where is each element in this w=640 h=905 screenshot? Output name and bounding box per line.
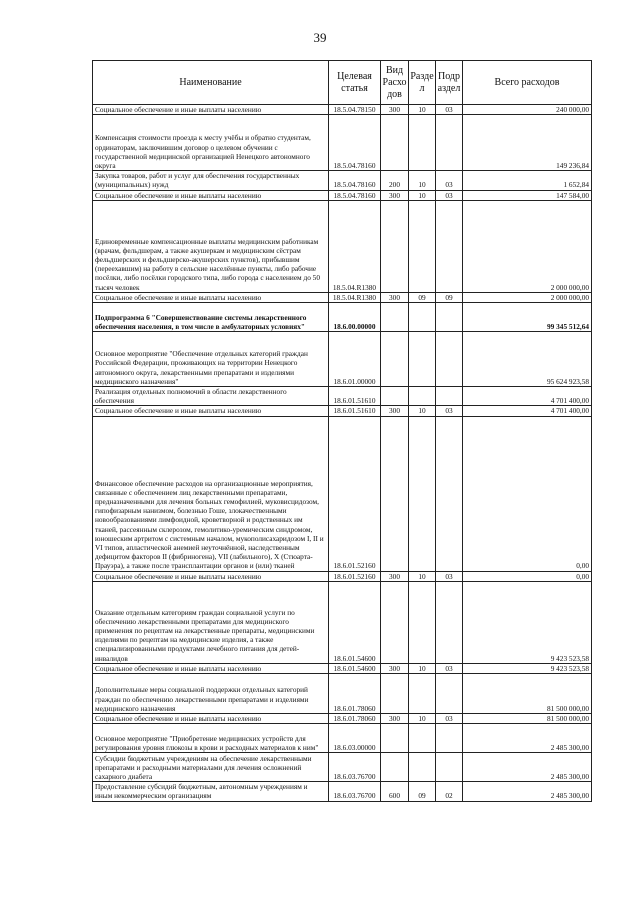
row-subsection: 03 [436,571,463,581]
row-section: 10 [409,663,436,673]
row-target: 18.5.04.78160 [329,190,381,200]
row-kind: 300 [381,105,409,115]
header-target: Целевая статья [329,61,381,105]
row-kind [381,724,409,753]
row-section: 10 [409,714,436,724]
row-target: 18.6.01.51610 [329,387,381,406]
table-row [93,387,592,406]
row-name: Подпрограмма 6 "Совершенствование системы лекарственного обеспечения населения, в том числе в амбулаторных условиях" [93,303,329,332]
row-section: 09 [409,782,436,801]
row-target: 18.5.04.78160 [329,115,381,171]
row-section [409,303,436,332]
table-row [93,200,592,292]
row-target: 18.5.04.78150 [329,105,381,115]
row-name: Единовременные компенсационные выплаты медицинским работникам (врачам, фельдшерам, а также акушеркам и медицинским сёстрам фельдшерских и фельдшерско-акушерских пунктов), прибывшим (переехавшим) на работу в сельские населённые пункты, либо рабочие посёлки, либо посёлки городского типа, либо города с населением до 50 тысяч человек [93,200,329,292]
row-subsection [436,724,463,753]
row-target: 18.6.00.00000 [329,303,381,332]
row-amount: 9 423 523,58 [463,581,592,663]
row-name: Компенсация стоимости проезда к месту учёбы и обратно студентам, ординаторам, заключившим договор о целевом обучении с государственной медицинской организацией Ненецкого автономного округа [93,115,329,171]
row-section [409,332,436,387]
row-name: Социальное обеспечение и иные выплаты населению [93,714,329,724]
table-row [93,115,592,171]
row-name: Оказание отдельным категориям граждан социальной услуги по обеспечению лекарственными препаратами для медицинского применения по рецептам на лекарственные препараты, медицинскими изделиями по рецептам на медицинские изделия, а также специализированными продуктами лечебного питания для детей-инвалидов [93,581,329,663]
table-row [93,571,592,581]
row-name: Дополнительные меры социальной поддержки отдельных категорий граждан по обеспечению лекарственными препаратами и изделиями медицинского назначения [93,674,329,714]
header-name: Наименование [93,61,329,105]
row-subsection [436,115,463,171]
row-name: Реализация отдельных полномочий в области лекарственного обеспечения [93,387,329,406]
row-amount: 81 500 000,00 [463,714,592,724]
expenditure-table [92,60,592,802]
row-name: Основное мероприятие "Приобретение медицинских устройств для регулирования уровня глюкозы в крови и расходных материалов к ним" [93,724,329,753]
row-kind [381,753,409,782]
table-row [93,714,592,724]
table-row [93,782,592,801]
row-amount: 0,00 [463,571,592,581]
row-subsection: 09 [436,292,463,302]
row-amount: 2 485 300,00 [463,753,592,782]
row-subsection: 03 [436,105,463,115]
row-subsection [436,387,463,406]
row-amount: 4 701 400,00 [463,406,592,416]
row-subsection: 03 [436,190,463,200]
row-target: 18.6.01.54600 [329,581,381,663]
table-row [93,753,592,782]
row-target: 18.6.01.52160 [329,571,381,581]
row-subsection [436,303,463,332]
row-kind [381,115,409,171]
header-section: Разде л [409,61,436,105]
table-header-row [93,61,592,105]
row-subsection: 02 [436,782,463,801]
row-target: 18.6.03.76700 [329,753,381,782]
row-kind [381,200,409,292]
row-target: 18.5.04.R1380 [329,292,381,302]
row-kind: 300 [381,190,409,200]
row-section [409,387,436,406]
row-target: 18.6.01.78060 [329,674,381,714]
row-amount: 2 000 000,00 [463,200,592,292]
row-subsection [436,581,463,663]
row-kind [381,303,409,332]
row-amount: 2 485 300,00 [463,782,592,801]
row-section [409,724,436,753]
row-subsection: 03 [436,663,463,673]
row-amount: 81 500 000,00 [463,674,592,714]
table-row [93,292,592,302]
row-name: Социальное обеспечение и иные выплаты населению [93,571,329,581]
row-kind: 300 [381,663,409,673]
row-section [409,674,436,714]
row-section [409,200,436,292]
row-kind [381,674,409,714]
row-target: 18.6.01.51610 [329,406,381,416]
row-amount: 147 584,00 [463,190,592,200]
row-section: 10 [409,406,436,416]
row-section: 10 [409,105,436,115]
row-name: Основное мероприятие "Обеспечение отдельных категорий граждан Российской Федерации, проживающих на территории Ненецкого автономного округа, лекарственными препаратами и изделиями медицинского назначения" [93,332,329,387]
row-amount: 9 423 523,58 [463,663,592,673]
row-subsection: 03 [436,406,463,416]
row-section [409,753,436,782]
row-kind: 300 [381,406,409,416]
row-target: 18.6.01.00000 [329,332,381,387]
table-row [93,332,592,387]
table-row [93,171,592,190]
row-target: 18.6.01.54600 [329,663,381,673]
row-name: Предоставление субсидий бюджетным, автономным учреждениям и иным некоммерческим организациям [93,782,329,801]
table-row [93,663,592,673]
row-kind: 200 [381,171,409,190]
row-target: 18.5.04.R1380 [329,200,381,292]
row-subsection [436,200,463,292]
row-target: 18.6.03.00000 [329,724,381,753]
table-row [93,303,592,332]
table-row [93,724,592,753]
row-target: 18.5.04.78160 [329,171,381,190]
row-name: Социальное обеспечение и иные выплаты населению [93,663,329,673]
row-subsection [436,332,463,387]
row-name: Социальное обеспечение и иные выплаты населению [93,190,329,200]
row-amount: 99 345 512,64 [463,303,592,332]
row-section [409,581,436,663]
row-subsection [436,416,463,571]
row-amount: 240 000,00 [463,105,592,115]
header-subsection: Подр аздел [436,61,463,105]
row-name: Субсидии бюджетным учреждениям на обеспечение лекарственными препаратами и расходными материалами для лечения осложнений сахарного диабета [93,753,329,782]
row-kind: 300 [381,714,409,724]
header-kind: Вид Расхо дов [381,61,409,105]
row-amount: 1 652,84 [463,171,592,190]
row-name: Закупка товаров, работ и услуг для обеспечения государственных (муниципальных) нужд [93,171,329,190]
row-name: Социальное обеспечение и иные выплаты населению [93,406,329,416]
row-target: 18.6.01.52160 [329,416,381,571]
table-row [93,581,592,663]
header-total: Всего расходов [463,61,592,105]
row-kind [381,416,409,571]
row-amount: 4 701 400,00 [463,387,592,406]
row-subsection [436,674,463,714]
row-amount: 2 485 300,00 [463,724,592,753]
row-subsection: 03 [436,714,463,724]
row-target: 18.6.03.76700 [329,782,381,801]
row-kind [381,387,409,406]
table-row [93,416,592,571]
page-number: 39 [313,30,327,45]
row-kind: 300 [381,571,409,581]
row-name: Социальное обеспечение и иные выплаты населению [93,292,329,302]
row-section: 09 [409,292,436,302]
row-kind: 300 [381,292,409,302]
table-row [93,190,592,200]
table-row [93,406,592,416]
row-name: Социальное обеспечение и иные выплаты населению [93,105,329,115]
table-row [93,105,592,115]
row-section [409,416,436,571]
row-section: 10 [409,171,436,190]
row-amount: 149 236,84 [463,115,592,171]
row-kind [381,581,409,663]
row-subsection [436,753,463,782]
table-row [93,674,592,714]
row-name: Финансовое обеспечение расходов на организационные мероприятия, связанные с обеспечением лиц лекарственными препаратами, предназначенными для лечения больных гемофилией, муковисцидозом, гипофизарным нанизмом, болезнью Гоше, злокачественными новообразованиями лимфоидной, кроветворной и родственных им тканей, рассеянным склерозом, гемолитико-уремическим синдромом, юношеским артритом с системным началом, мукополисахаридозом I, II и VI типов, апластической анемией неуточнённой, наследственным дефицитом факторов II (фибриногена), VII (лабильного), X (Стюарта-Прауэра), а также после трансплантации органов и (или) тканей [93,416,329,571]
row-amount: 2 000 000,00 [463,292,592,302]
row-kind: 600 [381,782,409,801]
row-amount: 95 624 923,58 [463,332,592,387]
row-section [409,115,436,171]
row-target: 18.6.01.78060 [329,714,381,724]
row-section: 10 [409,571,436,581]
row-subsection: 03 [436,171,463,190]
row-kind [381,332,409,387]
row-section: 10 [409,190,436,200]
row-amount: 0,00 [463,416,592,571]
